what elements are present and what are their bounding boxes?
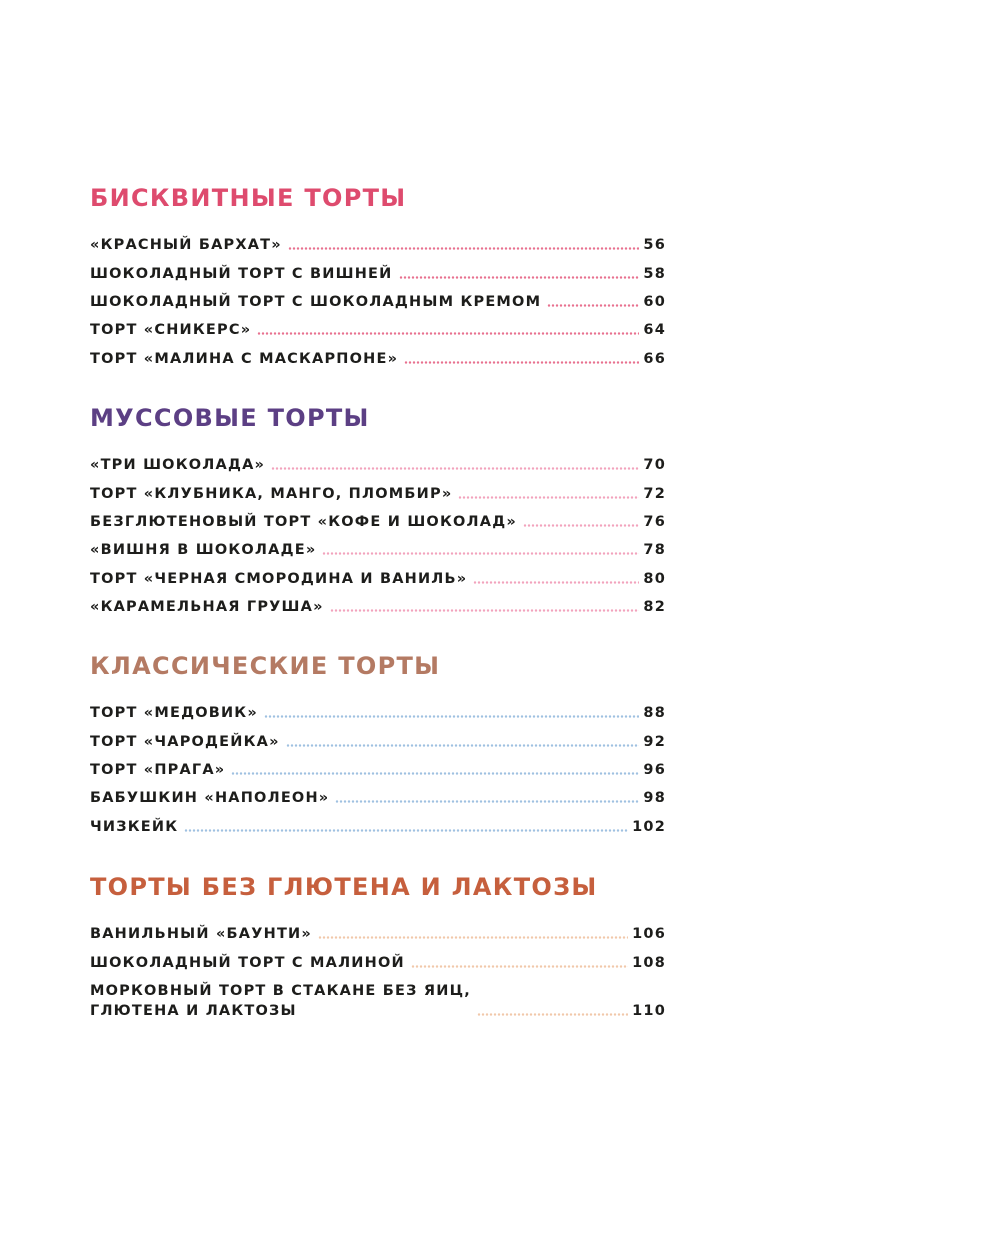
entry-title: «ВИШНЯ В ШОКОЛАДЕ» (90, 542, 317, 558)
page-number: 78 (643, 542, 666, 558)
dot-leader (335, 800, 639, 803)
dot-leader (286, 744, 640, 747)
toc-entry[interactable] (90, 981, 666, 1021)
page-number: 82 (643, 599, 666, 615)
toc-entry[interactable] (90, 540, 666, 560)
page-number: 92 (643, 734, 666, 750)
dot-leader (264, 715, 639, 718)
entry-title: БЕЗГЛЮТЕНОВЫЙ ТОРТ «КОФЕ И ШОКОЛАД» (90, 514, 517, 530)
entry-title: ТОРТ «МАЛИНА С МАСКАРПОНЕ» (90, 351, 399, 367)
entry-title: ШОКОЛАДНЫЙ ТОРТ С МАЛИНОЙ (90, 955, 405, 971)
dot-leader (231, 772, 639, 775)
entry-title (90, 981, 471, 1021)
toc-entry[interactable] (90, 924, 666, 944)
dot-leader (523, 524, 640, 527)
entry-title: ШОКОЛАДНЫЙ ТОРТ С ВИШНЕЙ (90, 266, 393, 282)
dot-leader (547, 304, 639, 307)
page-number: 80 (643, 571, 666, 587)
toc-entry[interactable] (90, 817, 666, 837)
page-number: 64 (643, 322, 666, 338)
page-number: 110 (632, 1003, 666, 1019)
page-number: 76 (643, 514, 666, 530)
dot-leader (404, 361, 639, 364)
dot-leader (257, 332, 639, 335)
section-title: БИСКВИТНЫЕ ТОРТЫ (90, 184, 407, 212)
page-number: 70 (643, 457, 666, 473)
entry-title: ТОРТ «ЧАРОДЕЙКА» (90, 734, 280, 750)
entry-title: ТОРТ «КЛУБНИКА, МАНГО, ПЛОМБИР» (90, 486, 453, 502)
page-number: 108 (632, 955, 666, 971)
toc-entry[interactable] (90, 569, 666, 589)
dot-leader (411, 965, 628, 968)
dot-leader (399, 276, 640, 279)
toc-entry[interactable] (90, 455, 666, 475)
entry-title-line-2: ГЛЮТЕНА И ЛАКТОЗЫ (90, 1003, 297, 1019)
entry-title: ТОРТ «ЧЕРНАЯ СМОРОДИНА И ВАНИЛЬ» (90, 571, 468, 587)
toc-entry[interactable] (90, 732, 666, 752)
page-number: 58 (643, 266, 666, 282)
entry-title-line-1: МОРКОВНЫЙ ТОРТ В СТАКАНЕ БЕЗ ЯИЦ, (90, 983, 471, 999)
dot-leader (477, 1013, 628, 1016)
entry-title: ЧИЗКЕЙК (90, 819, 179, 835)
entry-title: ТОРТ «СНИКЕРС» (90, 322, 252, 338)
dot-leader (271, 467, 639, 470)
toc-entry[interactable] (90, 292, 666, 312)
toc-entry[interactable] (90, 264, 666, 284)
dot-leader (288, 247, 640, 250)
page-number: 106 (632, 926, 666, 942)
dot-leader (458, 496, 639, 499)
toc-entry[interactable] (90, 235, 666, 255)
page-number: 102 (632, 819, 666, 835)
entry-title: БАБУШКИН «НАПОЛЕОН» (90, 790, 330, 806)
toc-entry[interactable] (90, 320, 666, 340)
entry-title: «КАРАМЕЛЬНАЯ ГРУША» (90, 599, 324, 615)
page-number: 98 (643, 790, 666, 806)
entry-title: «ТРИ ШОКОЛАДА» (90, 457, 266, 473)
dot-leader (322, 552, 639, 555)
toc-entry[interactable] (90, 349, 666, 369)
toc-entry[interactable] (90, 953, 666, 973)
section-title: МУССОВЫЕ ТОРТЫ (90, 404, 370, 432)
page-number: 60 (643, 294, 666, 310)
section-title: ТОРТЫ БЕЗ ГЛЮТЕНА И ЛАКТОЗЫ (90, 873, 598, 901)
toc-entry[interactable] (90, 512, 666, 532)
page-number: 88 (643, 705, 666, 721)
entry-title: ТОРТ «МЕДОВИК» (90, 705, 258, 721)
dot-leader (330, 609, 640, 612)
toc-entry[interactable] (90, 597, 666, 617)
dot-leader (473, 581, 639, 584)
toc-entry[interactable] (90, 703, 666, 723)
section-title: КЛАССИЧЕСКИЕ ТОРТЫ (90, 652, 441, 680)
dot-leader (184, 829, 628, 832)
entry-title: ТОРТ «ПРАГА» (90, 762, 226, 778)
page-number: 66 (643, 351, 666, 367)
toc-entry[interactable] (90, 760, 666, 780)
page-number: 72 (643, 486, 666, 502)
toc-entry[interactable] (90, 788, 666, 808)
toc-entry[interactable] (90, 484, 666, 504)
page-number: 96 (643, 762, 666, 778)
entry-title: ВАНИЛЬНЫЙ «БАУНТИ» (90, 926, 312, 942)
dot-leader (318, 936, 628, 939)
entry-title: ШОКОЛАДНЫЙ ТОРТ С ШОКОЛАДНЫМ КРЕМОМ (90, 294, 542, 310)
page-number: 56 (643, 237, 666, 253)
entry-title: «КРАСНЫЙ БАРХАТ» (90, 237, 282, 253)
